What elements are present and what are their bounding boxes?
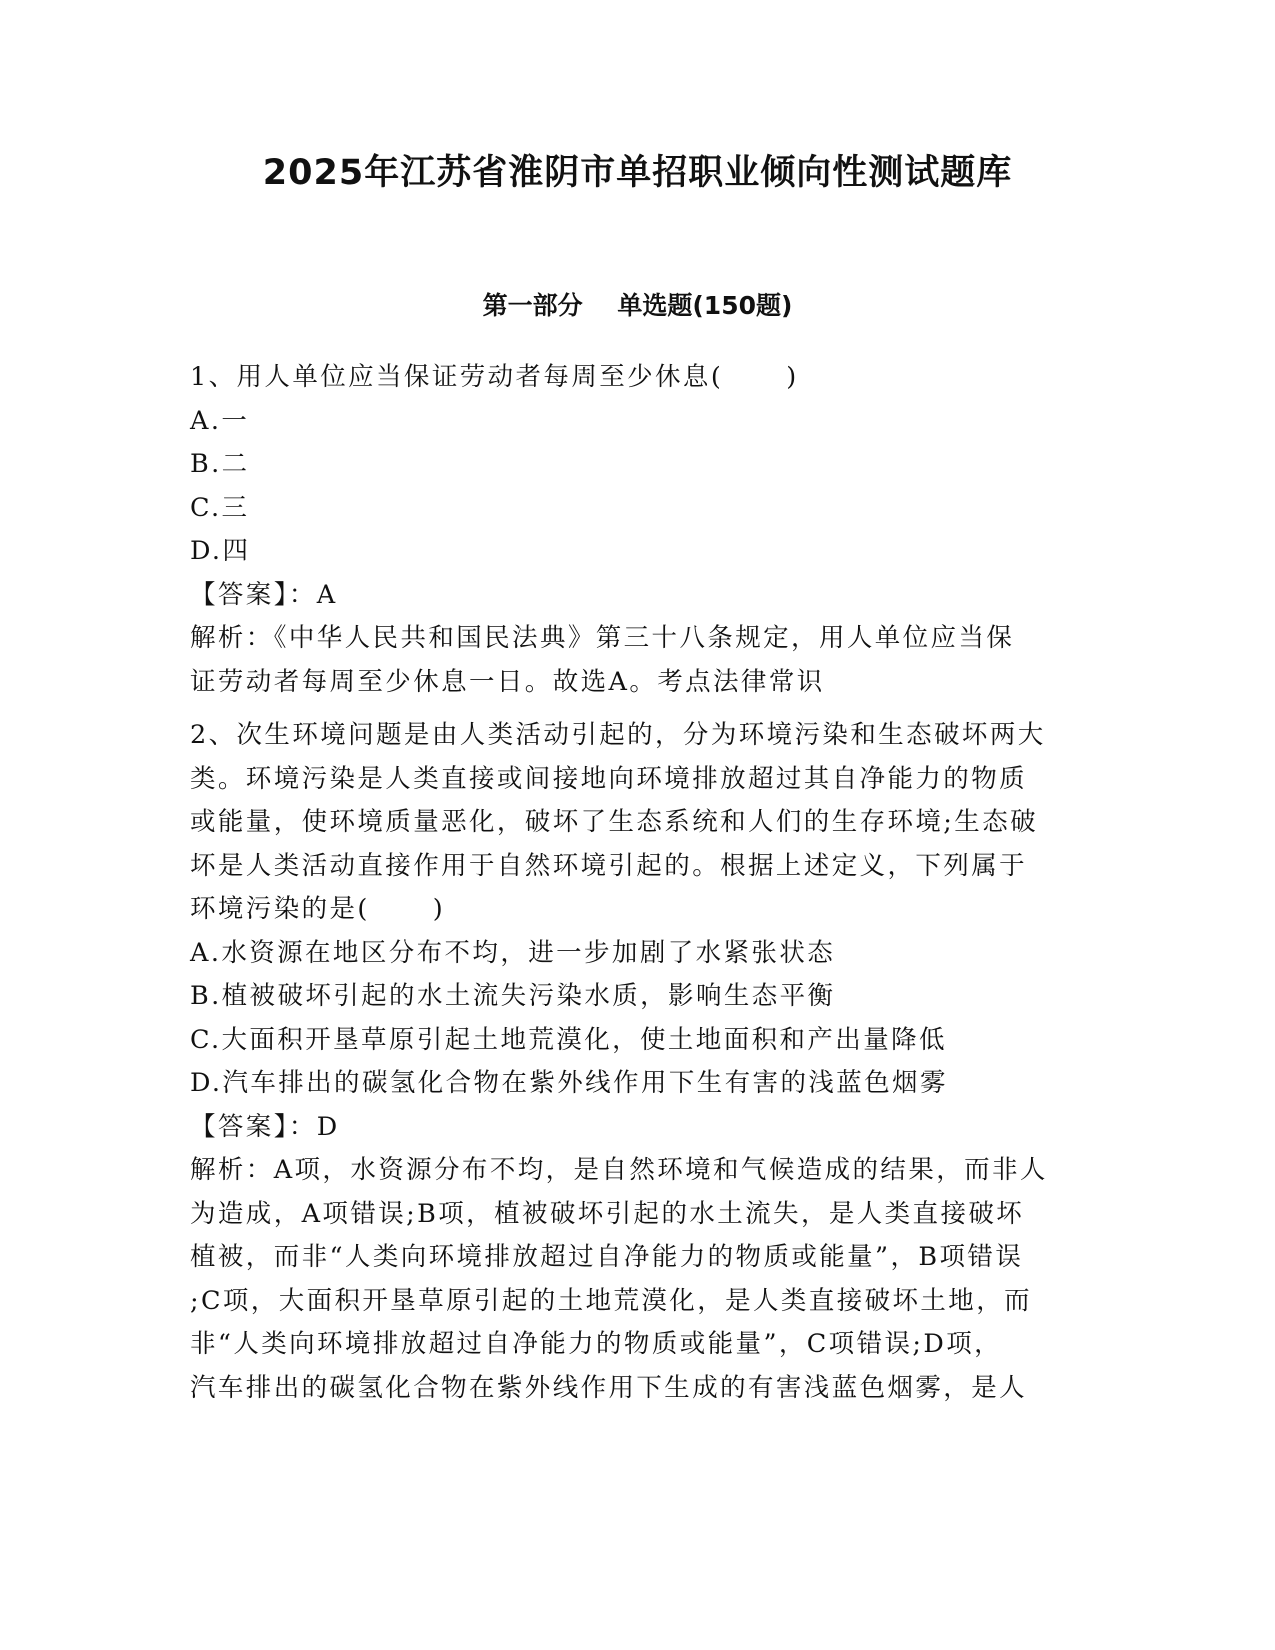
section-title: 第一部分 单选题(150题) (482, 291, 793, 320)
question-line: 【答案】：A (190, 579, 338, 610)
question-list (190, 356, 1090, 1410)
question-line: B.二 (190, 449, 250, 479)
question-line: ;C项，大面积开垦草原引起的土地荒漠化，是人类直接破坏土地，而 (190, 1285, 1033, 1316)
question-line: D.四 (190, 536, 251, 566)
question-line: 坏是人类活动直接作用于自然环境引起的。根据上述定义，下列属于 (190, 850, 1028, 881)
question-line: 汽车排出的碳氢化合物在紫外线作用下生成的有害浅蓝色烟雾，是人 (190, 1372, 1028, 1403)
question-line: 1、用人单位应当保证劳动者每周至少休息( ) (190, 362, 799, 392)
question-line: 或能量，使环境质量恶化，破坏了生态系统和人们的生存环境;生态破 (190, 807, 1038, 837)
question-block (190, 356, 1090, 704)
question-line: 类。环境污染是人类直接或间接地向环境排放超过其自净能力的物质 (190, 763, 1028, 794)
question-line: B.植被破坏引起的水土流失污染水质，影响生态平衡 (190, 981, 836, 1011)
question-line: 2、次生环境问题是由人类活动引起的，分为环境污染和生态破坏两大 (190, 720, 1046, 750)
question-line: 植被，而非“人类向环境排放超过自净能力的物质或能量”，B项错误 (190, 1242, 1024, 1272)
question-line: 证劳动者每周至少休息一日。故选A。考点法律常识 (190, 666, 825, 697)
question-line: 为造成，A项错误;B项，植被破坏引起的水土流失，是人类直接破坏 (190, 1198, 1025, 1229)
question-line: 环境污染的是( ) (190, 894, 446, 924)
question-line: 解析：A项，水资源分布不均，是自然环境和气候造成的结果，而非人 (190, 1155, 1048, 1185)
document-title: 2025年江苏省淮阴市单招职业倾向性测试题库 (262, 153, 1013, 193)
question-line: D.汽车排出的碳氢化合物在紫外线作用下生有害的浅蓝色烟雾 (190, 1068, 948, 1098)
question-line: C.三 (190, 492, 250, 523)
question-line: C.大面积开垦草原引起土地荒漠化，使土地面积和产出量降低 (190, 1024, 947, 1055)
question-line: 【答案】：D (190, 1111, 340, 1142)
question-line: 解析：《中华人民共和国民法典》第三十八条规定，用人单位应当保 (190, 623, 1015, 653)
question-line: 非“人类向环境排放超过自净能力的物质或能量”，C项错误;D项， (190, 1329, 1003, 1359)
question-line: A.一 (190, 405, 250, 436)
question-block (190, 714, 1090, 1410)
question-line: A.水资源在地区分布不均，进一步加剧了水紧张状态 (190, 937, 836, 968)
